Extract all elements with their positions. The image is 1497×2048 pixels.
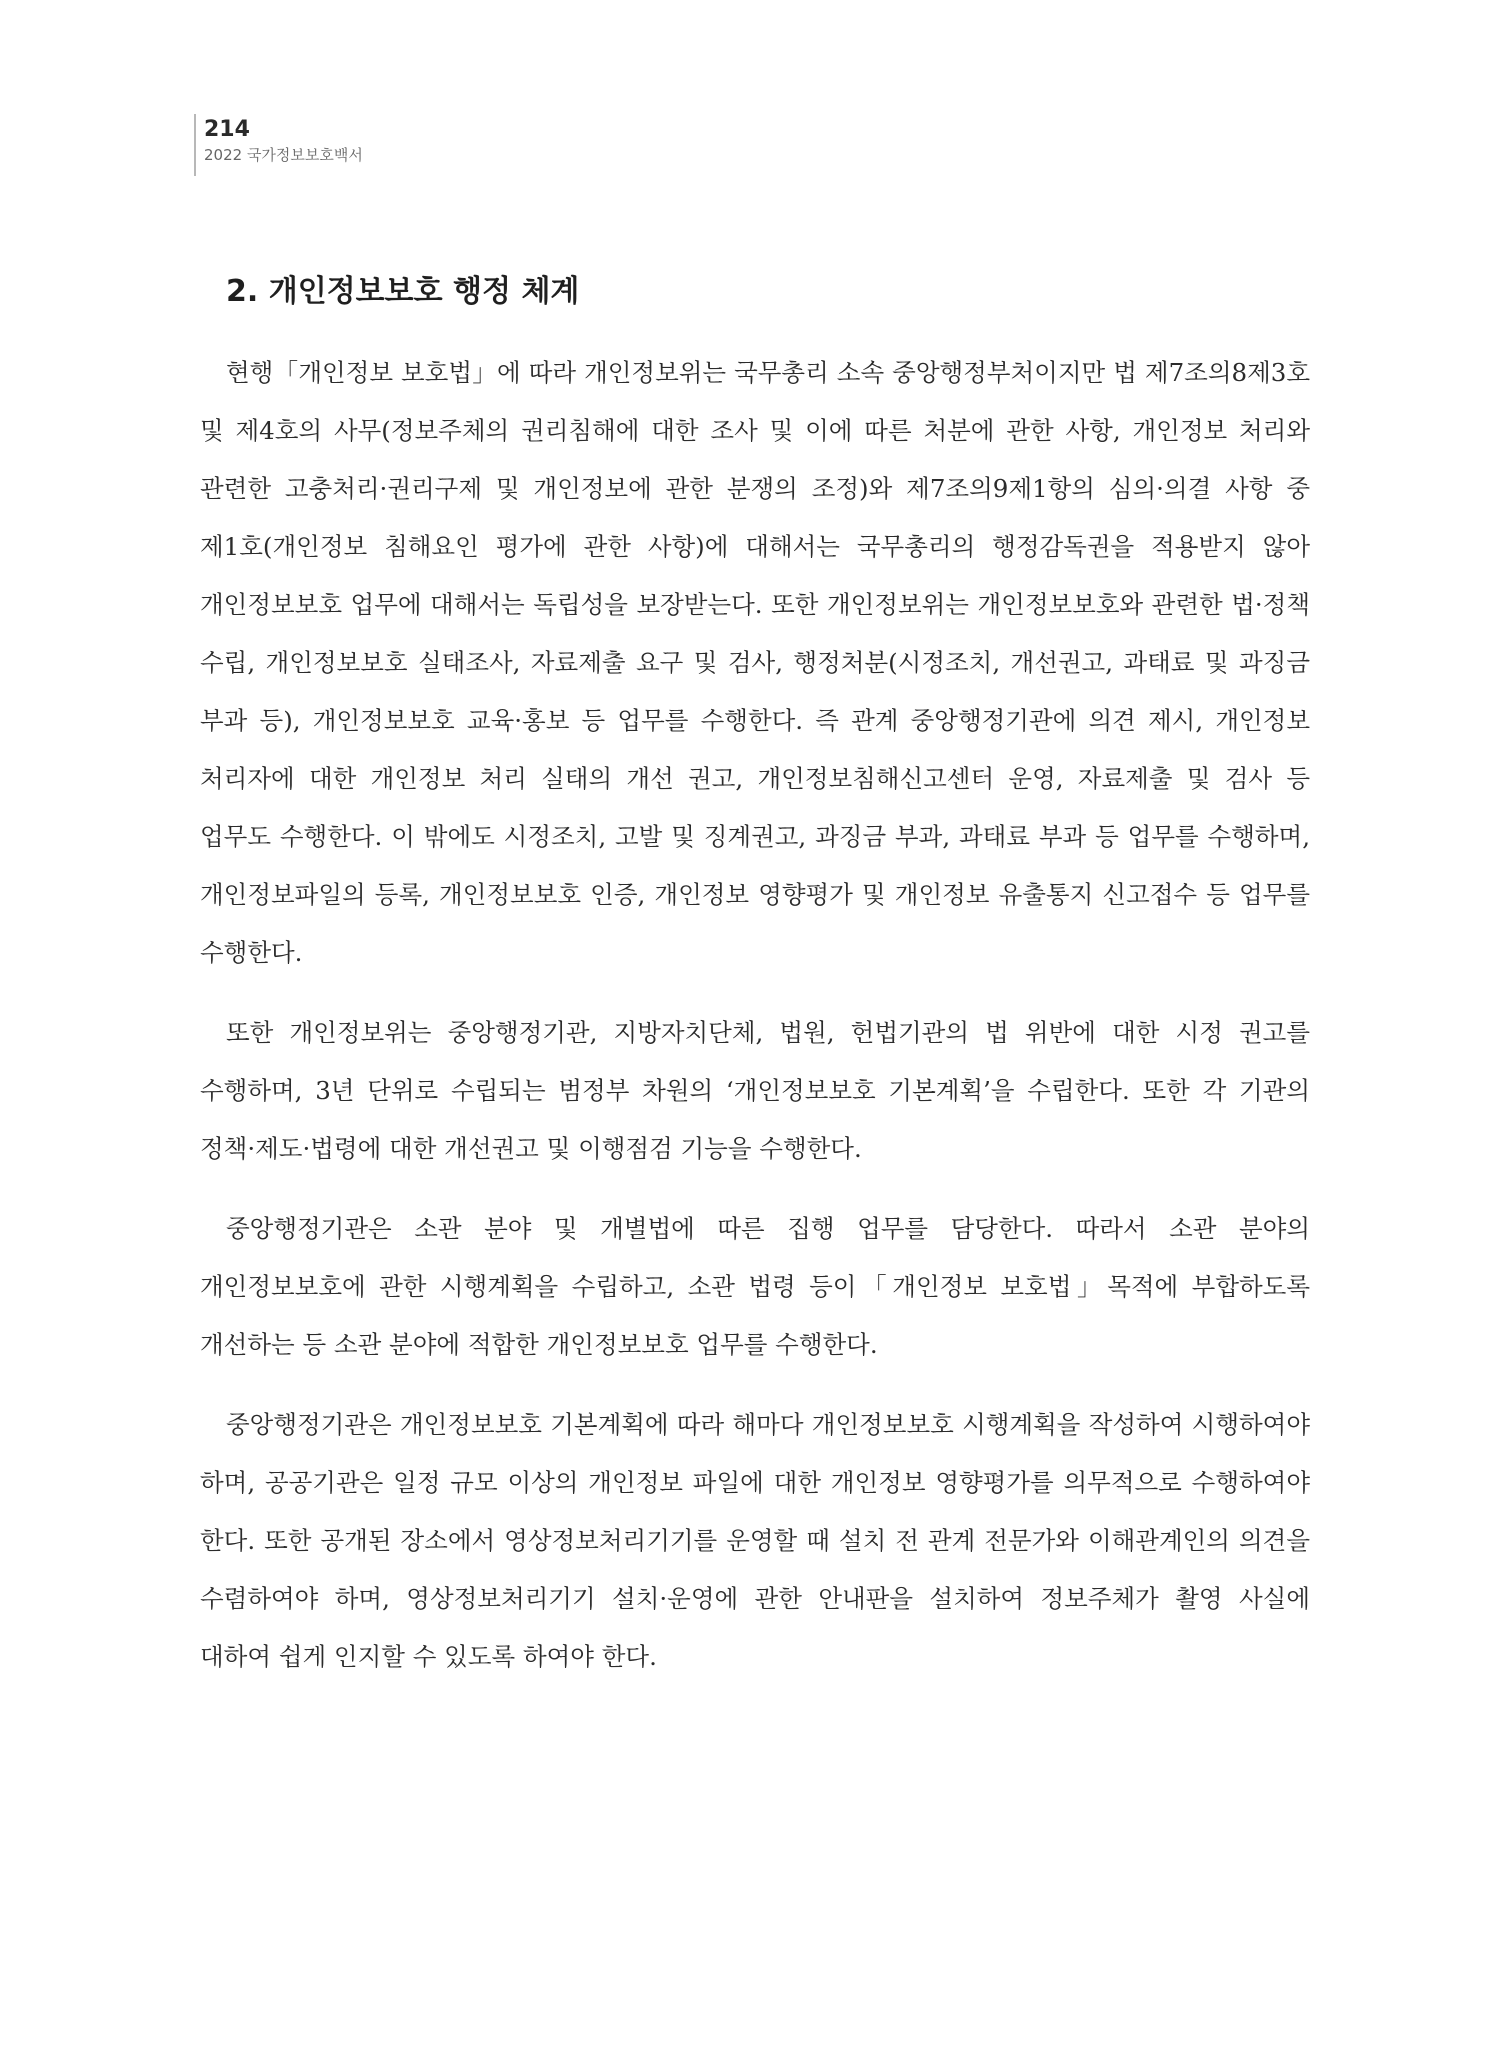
- book-title: 2022 국가정보보호백서: [204, 146, 363, 164]
- page-number: 214: [204, 117, 250, 142]
- section-title: 2. 개인정보보호 행정 체계: [226, 274, 580, 309]
- paragraph-4: 중앙행정기관은 개인정보보호 기본계획에 따라 해마다 개인정보보호 시행계획을 작성하여 시행하여야 하며, 공공기관은 일정 규모 이상의 개인정보 파일에 대한 개인정보 영향평가를 의무적으로 수행하여야 한다. 또한 공개된 장소에서 영상정보처리기기를 운영할 때 설치 전 관계 전문가와 이해관계인의 의견을 수렴하여야 하며, 영상정보처리기기 설치·운영에 관한 안내판을 설치하여 정보주체가 촬영 사실에 대하여 쉽게 인지할 수 있도록 하여야 한다.: [200, 1410, 1310, 1671]
- paragraph-3: 중앙행정기관은 소관 분야 및 개별법에 따른 집행 업무를 담당한다. 따라서 소관 분야의 개인정보보호에 관한 시행계획을 수립하고, 소관 법령 등이「개인정보 보호법」목적에 부합하도록 개선하는 등 소관 분야에 적합한 개인정보보호 업무를 수행한다.: [200, 1214, 1310, 1359]
- body-content: [200, 344, 1310, 1708]
- page-header: [194, 114, 363, 176]
- paragraph-2: 또한 개인정보위는 중앙행정기관, 지방자치단체, 법원, 헌법기관의 법 위반에 대한 시정 권고를 수행하며, 3년 단위로 수립되는 범정부 차원의 ‘개인정보보호 기본계획’을 수립한다. 또한 각 기관의 정책·제도·법령에 대한 개선권고 및 이행점검 기능을 수행한다.: [200, 1018, 1310, 1163]
- paragraph-1: 현행「개인정보 보호법」에 따라 개인정보위는 국무총리 소속 중앙행정부처이지만 법 제7조의8제3호 및 제4호의 사무(정보주체의 권리침해에 대한 조사 및 이에 따른 처분에 관한 사항, 개인정보 처리와 관련한 고충처리·권리구제 및 개인정보에 관한 분쟁의 조정)와 제7조의9제1항의 심의·의결 사항 중 제1호(개인정보 침해요인 평가에 관한 사항)에 대해서는 국무총리의 행정감독권을 적용받지 않아 개인정보보호 업무에 대해서는 독립성을 보장받는다. 또한 개인정보위는 개인정보보호와 관련한 법·정책 수립, 개인정보보호 실태조사, 자료제출 요구 및 검사, 행정처분(시정조치, 개선권고, 과태료 및 과징금 부과 등), 개인정보보호 교육·홍보 등 업무를 수행한다. 즉 관계 중앙행정기관에 의견 제시, 개인정보 처리자에 대한 개인정보 처리 실태의 개선 권고, 개인정보침해신고센터 운영, 자료제출 및 검사 등 업무도 수행한다. 이 밖에도 시정조치, 고발 및 징계권고, 과징금 부과, 과태료 부과 등 업무를 수행하며, 개인정보파일의 등록, 개인정보보호 인증, 개인정보 영향평가 및 개인정보 유출통지 신고접수 등 업무를 수행한다.: [200, 358, 1310, 967]
